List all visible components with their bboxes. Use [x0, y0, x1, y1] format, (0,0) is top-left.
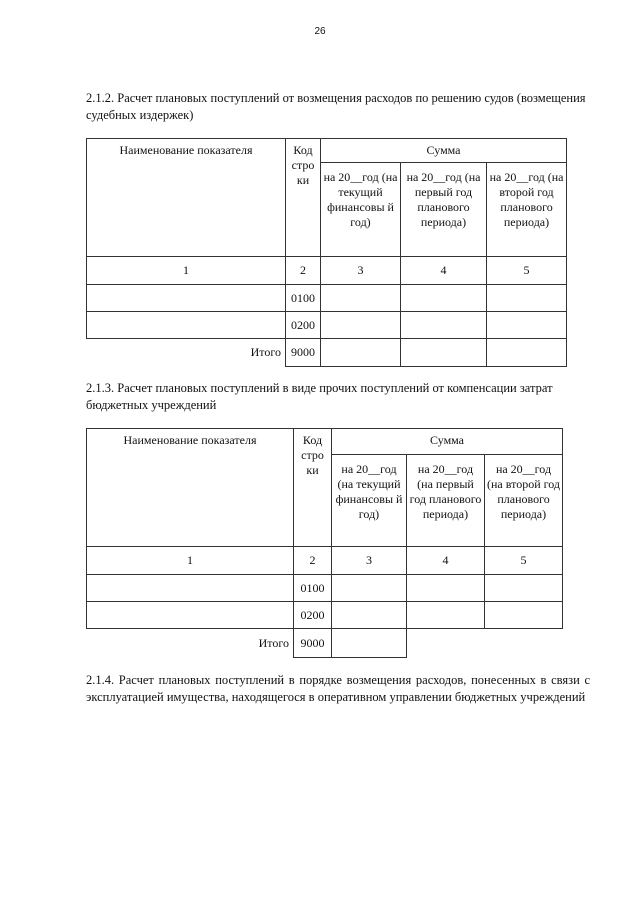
row-name-cell: [87, 575, 294, 602]
total-value-cell: [401, 339, 487, 367]
value-cell: [407, 575, 485, 602]
header-sum: Сумма: [321, 139, 567, 163]
subheader-second-plan-year: на 20__год (на второй год планового периода): [487, 163, 567, 257]
row-code-cell: 0200: [286, 312, 321, 339]
subheader-first-plan-year: на 20__год (на первый год планового периода): [407, 455, 485, 547]
header-indicator-name: Наименование показателя: [87, 139, 286, 257]
total-value-cell: [487, 339, 567, 367]
col-number: 2: [294, 547, 332, 575]
value-cell: [485, 575, 563, 602]
row-code-cell: 0200: [294, 602, 332, 629]
row-name-cell: [87, 602, 294, 629]
section-heading-2-1-4: 2.1.4. Расчет плановых поступлений в порядке возмещения расходов, понесенных в связи с эксплуатацией имущества, находящегося в оперативном управлении бюджетных учреждений: [86, 673, 590, 704]
header-indicator-name: Наименование показателя: [87, 429, 294, 547]
subheader-second-plan-year: на 20__год (на второй год планового периода): [485, 455, 563, 547]
row-code-cell: 0100: [286, 285, 321, 312]
col-number: 3: [332, 547, 407, 575]
total-value-cell: [407, 629, 485, 658]
row-name-cell: [87, 285, 286, 312]
col-number: 1: [87, 257, 286, 285]
value-cell: [332, 575, 407, 602]
total-value-cell: [332, 629, 407, 658]
header-line-code: Код стро ки: [294, 429, 332, 547]
table-2-1-2: [86, 138, 567, 367]
row-name-cell: [87, 312, 286, 339]
value-cell: [332, 602, 407, 629]
col-number: 4: [407, 547, 485, 575]
value-cell: [401, 312, 487, 339]
section-heading-2-1-3: 2.1.3. Расчет плановых поступлений в виде прочих поступлений от компенсации затрат бюджетных учреждений: [86, 381, 553, 412]
total-code: 9000: [294, 629, 332, 658]
page-number: 26: [314, 26, 326, 37]
total-label: Итого: [258, 635, 289, 650]
col-number: 4: [401, 257, 487, 285]
header-line-code: Код стро ки: [286, 139, 321, 257]
value-cell: [407, 602, 485, 629]
value-cell: [485, 602, 563, 629]
subheader-current-year: на 20__год (на текущий финансовы й год): [332, 455, 407, 547]
value-cell: [321, 285, 401, 312]
col-number: 5: [487, 257, 567, 285]
total-label: Итого: [250, 345, 281, 360]
total-code: 9000: [286, 339, 321, 367]
subheader-first-plan-year: на 20__год (на первый год планового периода): [401, 163, 487, 257]
row-code-cell: 0100: [294, 575, 332, 602]
value-cell: [487, 285, 567, 312]
subheader-current-year: на 20__год (на текущий финансовы й год): [321, 163, 401, 257]
col-number: 5: [485, 547, 563, 575]
section-heading-2-1-2: 2.1.2. Расчет плановых поступлений от возмещения расходов по решению судов (возмещения судебных издержек): [86, 91, 586, 122]
total-value-cell: [321, 339, 401, 367]
value-cell: [321, 312, 401, 339]
col-number: 2: [286, 257, 321, 285]
col-number: 1: [87, 547, 294, 575]
value-cell: [401, 285, 487, 312]
table-2-1-3: [86, 428, 563, 658]
total-value-cell: [485, 629, 563, 658]
col-number: 3: [321, 257, 401, 285]
header-sum: Сумма: [332, 429, 563, 455]
value-cell: [487, 312, 567, 339]
